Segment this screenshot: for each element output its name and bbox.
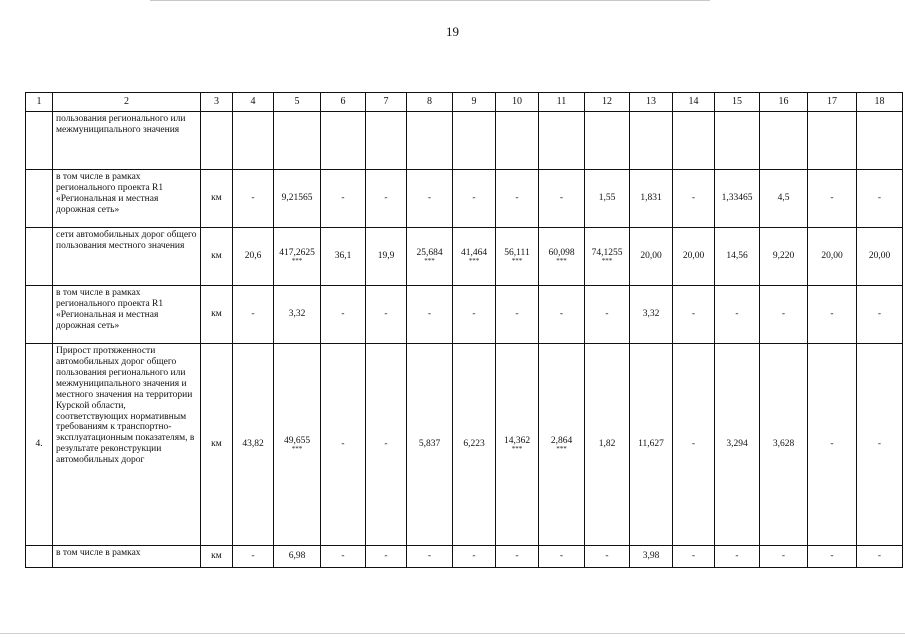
value-cell [453,546,496,568]
value-text: - [559,193,564,204]
value-text: - [605,309,609,320]
value-cell [233,344,274,546]
value-cell [496,546,539,568]
value-cell [453,112,496,170]
value-cell [539,546,585,568]
header-cell: 1 [26,93,53,112]
value-cell [808,546,857,568]
value-text: - [515,551,519,562]
value-text: 20,00 [868,251,891,262]
value-text: 4,5 [777,193,790,204]
value-cell [857,228,903,286]
value-text: - [691,551,696,562]
footnote-stars: *** [424,257,435,266]
value-cell [857,112,903,170]
value-cell [760,228,808,286]
value-text: 19,9 [377,251,395,262]
value-cell [274,546,321,568]
value-text: - [472,551,476,562]
value-text: 417,2625 [279,247,315,258]
value-cell [496,344,539,546]
value-text: 5,837 [418,439,441,450]
header-cell: 2 [53,93,201,112]
value-cell [496,112,539,170]
table-row [26,344,903,546]
value-cell [407,546,453,568]
value-text: - [251,309,255,320]
value-text: - [830,309,834,320]
value-text: - [384,551,388,562]
value-cell [539,228,585,286]
scan-edge-top [150,0,710,1]
value-text: 11,627 [638,439,664,450]
value-cell [321,344,366,546]
value-text: - [472,309,476,320]
value-cell [857,546,903,568]
value-cell [715,170,760,228]
value-text: - [427,551,432,562]
value-cell [673,344,715,546]
value-cell [808,112,857,170]
value-cell [407,286,453,344]
value-cell [857,286,903,344]
value-cell [715,228,760,286]
footnote-stars: *** [556,257,567,266]
value-text: 3,98 [642,551,660,562]
value-text: 3,628 [772,439,795,450]
value-text: - [691,309,696,320]
header-cell: 17 [808,93,857,112]
value-text: 74,1255 [591,247,623,258]
value-text: 60,098 [548,247,575,258]
value-cell [366,546,407,568]
table-row [26,546,903,568]
value-text: - [559,551,564,562]
header-cell: 9 [453,93,496,112]
header-cell: 14 [673,93,715,112]
header-cell: 5 [274,93,321,112]
header-cell: 15 [715,93,760,112]
value-text: 1,55 [598,193,616,204]
row-number: 4. [26,344,53,546]
value-text: - [427,309,432,320]
value-text: - [830,193,834,204]
value-cell [366,228,407,286]
value-cell [321,228,366,286]
value-text: - [341,551,345,562]
value-text: - [830,439,834,450]
value-cell [539,170,585,228]
value-cell [321,286,366,344]
value-cell [496,170,539,228]
row-description: пользования регионального или межмуниципального значения [53,112,201,170]
value-text: - [384,309,388,320]
value-cell [366,170,407,228]
value-cell [585,286,630,344]
row-description: Прирост протяженности автомобильных дорог общего пользования регионального или межмуниципального значения и местного значения на территории Курской области, соответствующих нормативным требованиям к транспортно-эксплуатационным показателям, в результате реконструкции автомобильных дорог [53,344,201,546]
value-cell [233,286,274,344]
page-number: 19 [446,24,459,39]
header-cell: 3 [201,93,233,112]
value-cell [407,344,453,546]
value-cell [673,112,715,170]
value-cell [321,112,366,170]
value-text: 49,655 [283,435,311,446]
header-cell: 10 [496,93,539,112]
value-cell [760,170,808,228]
row-unit: км [201,344,233,546]
value-text: - [251,193,255,204]
row-description: в том числе в рамках регионального проекта R1 «Региональная и местная дорожная сеть» [53,286,201,344]
value-cell [453,170,496,228]
value-cell [274,170,321,228]
value-text: - [559,309,564,320]
header-cell: 11 [539,93,585,112]
row-number [26,170,53,228]
value-cell [366,344,407,546]
value-cell [496,286,539,344]
value-text: 14,56 [726,251,748,262]
value-cell [453,344,496,546]
value-text: 20,00 [640,251,662,262]
footnote-stars: *** [601,257,613,266]
value-text: 43,82 [242,439,264,450]
row-unit: км [201,170,233,228]
value-cell [585,228,630,286]
header-cell: 6 [321,93,366,112]
row-unit: км [201,228,233,286]
value-cell [808,170,857,228]
value-text: 3,32 [288,309,306,320]
value-text: - [781,309,786,320]
table-row [26,286,903,344]
data-table [25,92,903,568]
value-cell [233,112,274,170]
row-unit: км [201,546,233,568]
value-cell [233,228,274,286]
value-text: - [341,193,345,204]
value-cell [673,546,715,568]
header-cell: 16 [760,93,808,112]
value-text: 20,00 [821,251,843,262]
scan-edge-bottom [0,633,905,634]
value-cell [630,112,673,170]
value-text: - [605,551,609,562]
value-cell [715,546,760,568]
row-description: в том числе в рамках регионального проекта R1 «Региональная и местная дорожная сеть» [53,170,201,228]
row-number [26,228,53,286]
value-cell [453,286,496,344]
value-text: - [472,193,476,204]
header-cell: 4 [233,93,274,112]
table-row [26,170,903,228]
value-cell [585,344,630,546]
value-cell [233,170,274,228]
value-cell [760,546,808,568]
value-text: 36,1 [334,251,352,262]
value-cell [715,112,760,170]
row-number [26,112,53,170]
value-text: - [877,193,882,204]
value-text: 6,98 [288,551,306,562]
value-text: 3,294 [726,439,748,450]
value-cell [630,344,673,546]
value-cell [274,228,321,286]
value-cell [857,344,903,546]
footnote-stars: *** [468,257,480,266]
value-text: 6,223 [463,439,485,450]
value-text: - [830,551,834,562]
row-description: в том числе в рамках [53,546,201,568]
value-text: 1,33465 [721,193,753,204]
value-cell [808,286,857,344]
value-cell [274,112,321,170]
footnote-stars: *** [556,445,567,454]
value-text: 41,464 [460,247,488,258]
value-cell [407,112,453,170]
row-unit: км [201,286,233,344]
row-unit [201,112,233,170]
value-cell [321,170,366,228]
row-number [26,286,53,344]
header-cell: 7 [366,93,407,112]
value-text: - [735,309,739,320]
value-text: 56,111 [504,247,530,258]
value-cell [760,344,808,546]
value-cell [274,344,321,546]
value-text: 9,21565 [281,193,313,204]
value-text: - [691,193,696,204]
header-cell: 12 [585,93,630,112]
value-cell [496,228,539,286]
value-cell [715,286,760,344]
value-cell [760,286,808,344]
value-cell [366,112,407,170]
value-text: - [877,309,882,320]
value-cell [715,344,760,546]
value-text: - [877,439,882,450]
value-cell [808,228,857,286]
value-cell [673,228,715,286]
header-cell: 8 [407,93,453,112]
value-cell [585,112,630,170]
header-cell: 13 [630,93,673,112]
value-text: - [781,551,786,562]
footnote-stars: *** [511,445,523,454]
header-row [26,93,903,112]
header-cell: 18 [857,93,903,112]
table-row [26,112,903,170]
value-cell [630,286,673,344]
value-text: - [341,439,345,450]
value-cell [857,170,903,228]
value-text: - [877,551,882,562]
value-cell [453,228,496,286]
table-row [26,228,903,286]
value-text: 14,362 [503,435,531,446]
value-text: - [735,551,739,562]
value-cell [407,228,453,286]
value-cell [274,286,321,344]
value-text: 9,220 [772,251,795,262]
value-cell [630,228,673,286]
value-cell [539,286,585,344]
value-cell [673,170,715,228]
value-cell [539,344,585,546]
value-text: 1,831 [640,193,662,204]
value-text: - [384,193,388,204]
footnote-stars: *** [291,257,303,266]
value-cell [585,546,630,568]
value-cell [539,112,585,170]
footnote-stars: *** [291,445,303,454]
value-cell [630,170,673,228]
value-text: 20,6 [244,251,262,262]
value-cell [808,344,857,546]
value-text: 2,864 [550,435,573,446]
value-text: - [515,309,519,320]
value-text: - [251,551,255,562]
value-text: - [341,309,345,320]
value-cell [407,170,453,228]
value-cell [760,112,808,170]
value-text: - [384,439,388,450]
value-cell [673,286,715,344]
row-description: сети автомобильных дорог общего пользования местного значения [53,228,201,286]
value-text: 20,00 [682,251,705,262]
row-number [26,546,53,568]
value-cell [630,546,673,568]
value-text: - [427,193,432,204]
value-text: 1,82 [598,439,616,450]
value-cell [585,170,630,228]
value-text: - [691,439,696,450]
value-cell [366,286,407,344]
value-text: 25,684 [416,247,443,258]
value-text: - [515,193,519,204]
value-cell [321,546,366,568]
value-cell [233,546,274,568]
value-text: 3,32 [642,309,660,320]
footnote-stars: *** [511,257,523,266]
